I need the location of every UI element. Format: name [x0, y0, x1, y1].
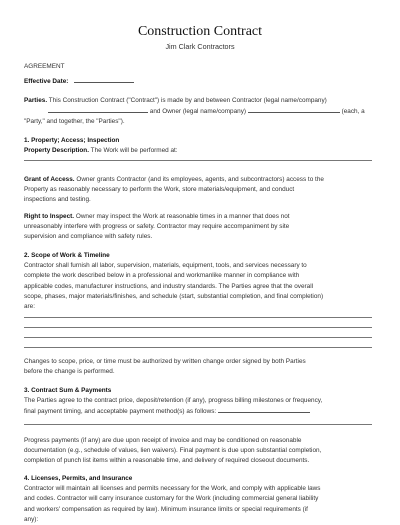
- progress-line3: completion of punch list items within a reasonable time, and delivery of required closeout documents.: [24, 457, 310, 465]
- scope-field-line[interactable]: [24, 337, 372, 338]
- payment-line1: The Parties agree to the contract price, deposit/retention (if any), progress billing milestones or frequency,: [24, 397, 323, 405]
- section3: [24, 386, 376, 418]
- right-to-inspect-label: Right to Inspect.: [24, 213, 75, 220]
- owner-name-field[interactable]: [248, 106, 340, 113]
- insurance-line4: any):: [24, 515, 39, 523]
- section1-heading: 1. Property; Access; Inspection: [24, 137, 120, 144]
- payment-terms-field-line[interactable]: [24, 424, 372, 425]
- section4: [24, 474, 376, 525]
- change-line2: before the change is performed.: [24, 368, 115, 376]
- scope-field-line[interactable]: [24, 347, 372, 348]
- inspect-line3: supervision and compliance with safety rules.: [24, 233, 153, 241]
- scope-line5: are:: [24, 303, 36, 311]
- grant-line2: Property as reasonably necessary to perform the Work, store materials/equipment, and conduct: [24, 186, 295, 194]
- right-to-inspect-paragraph: [24, 212, 376, 243]
- scope-field-line[interactable]: [24, 327, 372, 328]
- grant-of-access-label: Grant of Access.: [24, 176, 75, 183]
- inspect-line2: unreasonably interfere with progress or safety. Contractor may require accompaniment by site: [24, 223, 290, 231]
- parties-line2a: and Owner (legal name/company): [149, 108, 247, 116]
- grant-line3: inspections and testing.: [24, 196, 91, 204]
- section1: [24, 136, 376, 156]
- agreement-heading: AGREEMENT: [24, 63, 65, 70]
- progress-line2: documentation (e.g., schedule of values, lien waivers). Final payment is due upon substantial completion,: [24, 447, 322, 455]
- change-line1: Changes to scope, price, or time must be authorized by written change order signed by both Parties: [24, 358, 306, 365]
- payment-line2: final payment timing, and acceptable payment method(s) as follows:: [24, 408, 217, 416]
- parties-line3: "Party," and together, the "Parties").: [24, 118, 125, 126]
- parties-line1: This Construction Contract ("Contract") is made by and between Contractor (legal name/company): [48, 97, 327, 104]
- property-address-field[interactable]: [24, 160, 372, 161]
- scope-field-line[interactable]: [24, 317, 372, 318]
- change-order-paragraph: [24, 357, 376, 377]
- section2: [24, 251, 376, 312]
- section4-heading: 4. Licenses, Permits, and Insurance: [24, 475, 133, 482]
- parties-line2b: (each, a: [341, 108, 365, 116]
- grant-of-access-paragraph: [24, 175, 376, 206]
- scope-line1: Contractor shall furnish all labor, supervision, materials, equipment, tools, and services necessary to: [24, 262, 307, 270]
- effective-date-field[interactable]: [74, 76, 134, 83]
- effective-date-row: [24, 76, 376, 87]
- inspect-line1: Owner may inspect the Work at reasonable times in a manner that does not: [75, 213, 290, 220]
- scope-line2: complete the work described below in a professional and workmanlike manner in compliance with: [24, 272, 300, 280]
- section2-heading: 2. Scope of Work & Timeline: [24, 252, 110, 259]
- grant-line1: Owner grants Contractor (and its employees, agents, and subcontractors) access to the: [76, 176, 324, 183]
- insurance-line3: and workers' compensation as required by law). Minimum insurance limits or special requirements (if: [24, 505, 308, 513]
- scope-line3: applicable codes, manufacturer instructions, and industry standards. The Parties agree that the overall: [24, 282, 314, 290]
- payment-terms-field[interactable]: [218, 406, 310, 413]
- contractor-name-field[interactable]: [48, 106, 148, 113]
- section3-heading: 3. Contract Sum & Payments: [24, 387, 112, 394]
- property-description-text: The Work will be performed at:: [90, 147, 178, 155]
- company-name: Jim Clark Contractors: [165, 42, 235, 51]
- progress-payments-paragraph: [24, 436, 376, 467]
- parties-label: Parties.: [24, 97, 48, 104]
- property-description-label: Property Description.: [24, 147, 89, 155]
- scope-line4: scope, phases, major materials/finishes, and schedule (start, substantial completion, and final completion): [24, 292, 324, 300]
- insurance-line2: and codes. Contractor will carry insurance customary for the Work (including commercial general liability: [24, 495, 319, 503]
- progress-line1: Progress payments (if any) are due upon receipt of invoice and may be conditioned on reasonable: [24, 437, 302, 444]
- effective-date-label: Effective Date:: [24, 78, 69, 85]
- parties-paragraph: [24, 96, 376, 128]
- insurance-line1: Contractor will maintain all licenses and permits necessary for the Work, and comply with applicable laws: [24, 485, 321, 493]
- document-title: Construction Contract: [137, 24, 263, 39]
